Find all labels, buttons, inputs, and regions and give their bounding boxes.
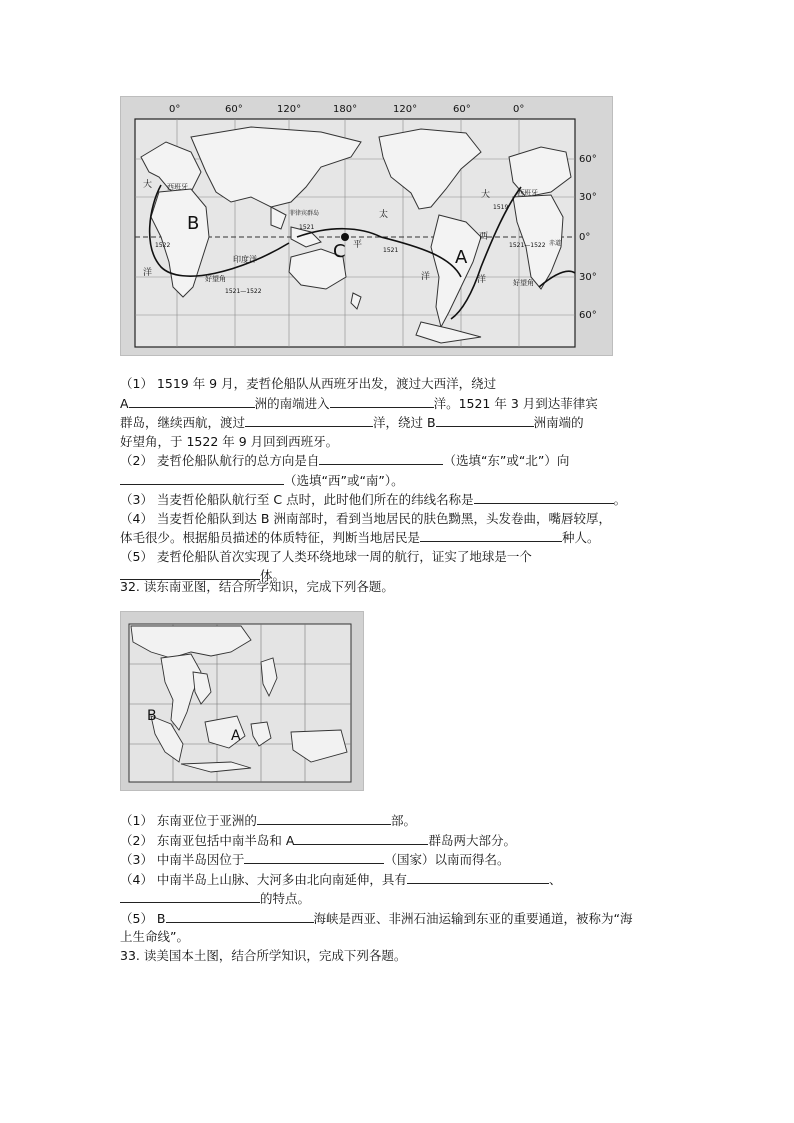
label-tai: 太	[379, 210, 389, 220]
lat-label-1: 60°	[579, 154, 597, 165]
q32-line-6: （5） B 海峡是西亚、非洲石油运输到东亚的重要通道，被称为“海	[120, 910, 633, 926]
q31-line-4: 好望角，于 1522 年 9 月回到西班牙。	[120, 433, 339, 449]
question-32-title: 32. 读东南亚图，结合所学知识，完成下列各题。	[120, 579, 394, 594]
lon-label-1: 0°	[169, 104, 181, 115]
q32-line-4: （4） 中南半岛上山脉、大河多由北向南延伸，具有 、	[120, 871, 562, 887]
label-year-1521a: 1521	[299, 224, 315, 231]
q31-line-11: 体。	[120, 566, 680, 586]
lon-label-7: 0°	[513, 104, 525, 115]
lon-label-5: 120°	[393, 104, 418, 115]
point-c	[341, 233, 349, 241]
label-da-1: 大	[143, 180, 153, 190]
q31-line-2: A 洲的南端进入 洋。1521 年 3 月到达菲律宾	[120, 395, 598, 411]
label-philippines: 菲律宾群岛	[289, 210, 320, 217]
label-spain-2: 西班牙	[517, 189, 538, 197]
label-year-1519: 1519	[493, 204, 509, 211]
answer-blank-ocean-1[interactable]	[330, 394, 434, 408]
label-cape-1: 好望角	[205, 275, 226, 283]
question-31	[120, 375, 680, 586]
q31-line-1: （1） 1519 年 9 月，麦哲伦船队从西班牙出发，渡过大西洋，绕过	[120, 376, 497, 391]
label-year-1521b: 1521	[383, 247, 399, 254]
q33-title: 33. 读美国本土图，结合所学知识，完成下列各题。	[120, 947, 407, 963]
label-ping: 平	[353, 240, 363, 250]
answer-blank-feature-2[interactable]	[120, 889, 260, 903]
label-year-1521-1522-b: 1521—1522	[509, 242, 546, 249]
answer-blank-continent-b[interactable]	[436, 413, 534, 427]
answer-blank-continent-a[interactable]	[129, 394, 255, 408]
label-a: A	[455, 247, 468, 268]
q32-line-2: （2） 东南亚包括中南半岛和 A 群岛两大部分。	[120, 832, 516, 848]
q31-line-8: （4） 当麦哲伦船队到达 B 洲南部时，看到当地居民的肤色黝黑，头发卷曲，嘴唇较厚，	[120, 510, 611, 526]
label-year-1522: 1522	[155, 242, 171, 249]
q31-line-7: （3） 当麦哲伦船队航行至 C 点时，此时他们所在的纬线名称是 。	[120, 492, 627, 507]
label-yang-1: 洋	[143, 268, 153, 278]
lon-label-3: 120°	[277, 104, 302, 115]
lat-label-5: 60°	[579, 310, 597, 321]
q31-line-3: 群岛，继续西航，渡过 洋，绕过 B 洲南端的	[120, 415, 584, 430]
lat-label-2: 30°	[579, 192, 597, 203]
q31-line-6: （选填“西”或“南”）。	[120, 471, 680, 491]
answer-blank-direction-from[interactable]	[319, 451, 443, 465]
answer-blank-race[interactable]	[420, 528, 562, 542]
lon-label-2: 60°	[225, 104, 243, 115]
label-b: B	[187, 213, 200, 234]
label-yang-pacific: 洋	[421, 272, 431, 282]
lat-label-3: 0°	[579, 232, 591, 243]
label-c: C	[333, 241, 346, 262]
q32-line-1: （1） 东南亚位于亚洲的 部。	[120, 813, 416, 828]
world-route-map	[120, 96, 613, 356]
answer-blank-asia-part[interactable]	[257, 811, 391, 825]
label-chidao: 赤道	[549, 240, 562, 247]
label-da-2: 大	[481, 190, 491, 200]
q32-line-5: 的特点。	[120, 889, 680, 909]
lat-label-4: 30°	[579, 272, 597, 283]
answer-blank-latitude-name[interactable]	[474, 490, 614, 504]
answer-blank-feature-1[interactable]	[407, 870, 549, 884]
answer-blank-strait[interactable]	[166, 909, 314, 923]
q31-line-9: 体毛很少。根据船员描述的体质特征，判断当地居民是 种人。	[120, 530, 600, 545]
lon-label-6: 60°	[453, 104, 471, 115]
answer-blank-country[interactable]	[244, 850, 384, 864]
answer-blank-ocean-2[interactable]	[245, 413, 373, 427]
label-yang-2: 洋	[477, 275, 487, 285]
answer-blank-archipelago[interactable]	[294, 831, 428, 845]
southeast-asia-map	[120, 611, 364, 791]
sea-label-b: B	[147, 708, 157, 724]
label-xi: 西	[479, 232, 489, 242]
q32-line-7: 上生命线”。	[120, 929, 189, 944]
label-indian-ocean: 印度洋	[233, 255, 257, 264]
label-spain-1: 西班牙	[167, 183, 188, 191]
lon-label-4: 180°	[333, 104, 358, 115]
answer-blank-direction-to[interactable]	[120, 471, 284, 485]
sea-label-a: A	[231, 728, 241, 744]
question-32	[120, 811, 680, 965]
q31-line-5: （2） 麦哲伦船队航行的总方向是自 （选填“东”或“北”）向	[120, 453, 570, 468]
label-cape-2: 好望角	[513, 279, 534, 287]
q32-line-3: （3） 中南半岛因位于 （国家）以南而得名。	[120, 852, 510, 867]
q31-line-10: （5） 麦哲伦船队首次实现了人类环绕地球一周的航行，证实了地球是一个	[120, 548, 532, 564]
label-year-1521-1522: 1521—1522	[225, 288, 262, 295]
